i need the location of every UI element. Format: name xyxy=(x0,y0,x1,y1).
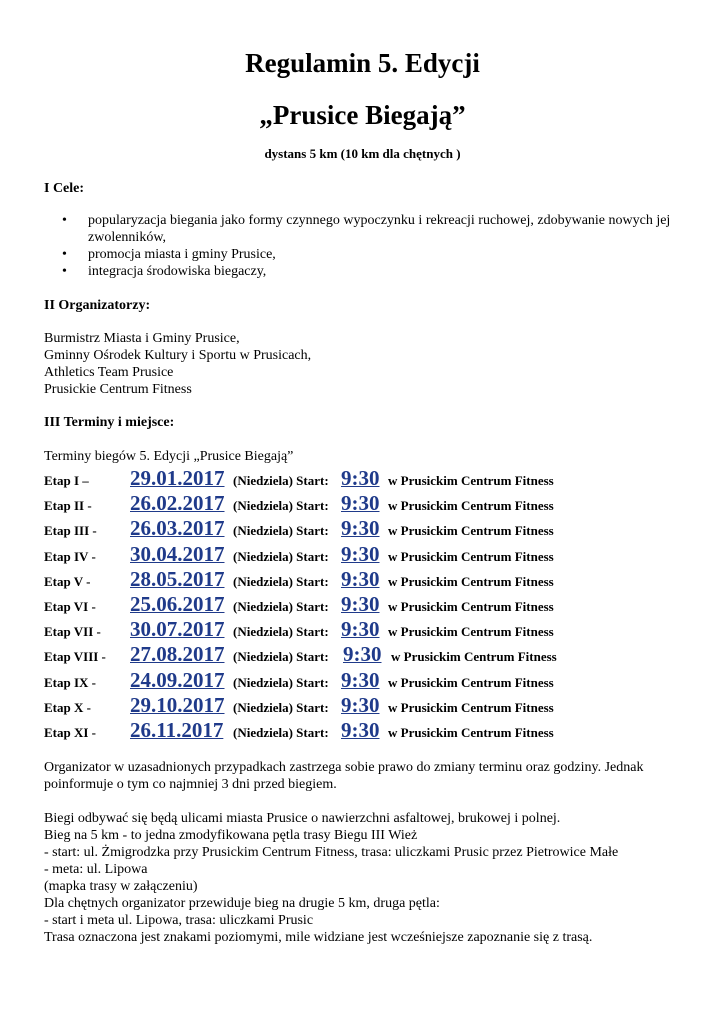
stage-place: w Prusickim Centrum Fitness xyxy=(388,674,554,690)
section-dates-heading: III Terminy i miejsce: xyxy=(44,415,175,430)
organizer-line: Athletics Team Prusice xyxy=(44,365,174,380)
stage-place: w Prusickim Centrum Fitness xyxy=(388,498,554,514)
stage-row xyxy=(44,542,704,567)
stage-day: (Niedziela) Start: xyxy=(233,523,329,539)
stage-label: Etap III - xyxy=(44,523,97,539)
stage-place: w Prusickim Centrum Fitness xyxy=(388,573,554,589)
stage-label: Etap IV - xyxy=(44,548,96,564)
stage-row xyxy=(44,466,704,491)
stage-label: Etap VIII - xyxy=(44,649,106,665)
stage-label: Etap IX - xyxy=(44,674,97,690)
stage-date: 25.06.2017 xyxy=(130,591,225,616)
stage-row xyxy=(44,693,704,718)
stage-row xyxy=(44,516,704,541)
stage-day: (Niedziela) Start: xyxy=(233,699,329,715)
stage-label: Etap VII - xyxy=(44,624,101,640)
list-item: • promocja miasta i gminy Prusice, xyxy=(44,246,684,263)
stage-place: w Prusickim Centrum Fitness xyxy=(388,624,554,640)
stage-time: 9:30 xyxy=(341,591,380,616)
stage-day: (Niedziela) Start: xyxy=(233,573,329,589)
stage-row xyxy=(44,491,704,516)
stage-time: 9:30 xyxy=(341,541,380,566)
stage-day: (Niedziela) Start: xyxy=(233,674,329,690)
stage-row xyxy=(44,592,704,617)
stage-label: Etap XI - xyxy=(44,724,97,740)
route-line: - meta: ul. Lipowa xyxy=(44,862,148,877)
stage-time: 9:30 xyxy=(341,466,380,490)
route-line: (mapka trasy w załączeniu) xyxy=(44,879,198,894)
stage-place: w Prusickim Centrum Fitness xyxy=(388,598,554,614)
stage-date: 28.05.2017 xyxy=(130,566,225,591)
stage-place: w Prusickim Centrum Fitness xyxy=(388,548,554,564)
stage-date: 29.01.2017 xyxy=(130,466,225,490)
section-goals-heading: I Cele: xyxy=(44,181,85,196)
list-item: • popularyzacja biegania jako formy czynnego wypoczynku i rekreacji ruchowej, zdobywanie nowych jej zwolenników, xyxy=(44,212,684,246)
document-title: Regulamin 5. Edycji xyxy=(245,48,480,78)
stage-place: w Prusickim Centrum Fitness xyxy=(391,649,557,665)
note-line: Organizator w uzasadnionych przypadkach zastrzega sobie prawo do zmiany terminu oraz godziny. Jednak xyxy=(44,760,644,775)
stage-time: 9:30 xyxy=(341,717,380,742)
list-item: • integracja środowiska biegaczy, xyxy=(44,263,684,280)
route-line: Bieg na 5 km - to jedna zmodyfikowana pętla trasy Biegu III Wież xyxy=(44,828,418,843)
section-organizers-heading: II Organizatorzy: xyxy=(44,298,151,313)
organizer-line: Prusickie Centrum Fitness xyxy=(44,382,192,397)
stage-date: 29.10.2017 xyxy=(130,692,225,717)
route-line: Trasa oznaczona jest znakami poziomymi, mile widziane jest wcześniejsze zapoznanie się z trasą. xyxy=(44,930,593,945)
stage-date: 27.08.2017 xyxy=(130,642,225,667)
stage-date: 26.03.2017 xyxy=(130,516,225,541)
route-line: Dla chętnych organizator przewiduje bieg na drugie 5 km, druga pętla: xyxy=(44,896,440,911)
stage-label: Etap VI - xyxy=(44,598,96,614)
stage-label: Etap II - xyxy=(44,498,92,514)
stage-label: Etap I – xyxy=(44,473,89,488)
stage-place: w Prusickim Centrum Fitness xyxy=(388,473,554,488)
stages-table xyxy=(44,466,704,743)
stage-label: Etap V - xyxy=(44,573,91,589)
stage-time: 9:30 xyxy=(341,566,380,591)
stage-time: 9:30 xyxy=(341,667,380,692)
distance-subtitle: dystans 5 km (10 km dla chętnych ) xyxy=(264,146,461,161)
stage-time: 9:30 xyxy=(341,491,380,516)
organizers-list xyxy=(44,330,311,398)
stage-time: 9:30 xyxy=(343,642,382,667)
stage-row xyxy=(44,718,704,743)
stage-place: w Prusickim Centrum Fitness xyxy=(388,523,554,539)
stage-day: (Niedziela) Start: xyxy=(233,624,329,640)
stage-day: (Niedziela) Start: xyxy=(233,724,329,740)
stage-date: 30.07.2017 xyxy=(130,617,225,642)
event-name: „Prusice Biegają” xyxy=(259,100,466,130)
stage-day: (Niedziela) Start: xyxy=(233,649,329,665)
route-description xyxy=(44,810,684,946)
note-line: poinformuje o tym co najmniej 3 dni przed biegiem. xyxy=(44,777,337,792)
route-line: - start: ul. Żmigrodzka przy Prusickim Centrum Fitness, trasa: uliczkami Prusic przez Pietrowice Małe xyxy=(44,845,619,860)
stage-row xyxy=(44,567,704,592)
stage-place: w Prusickim Centrum Fitness xyxy=(388,724,554,740)
change-note xyxy=(44,759,684,793)
route-line: Biegi odbywać się będą ulicami miasta Prusice o nawierzchni asfaltowej, brukowej i polnej. xyxy=(44,811,561,826)
stage-date: 24.09.2017 xyxy=(130,667,225,692)
stage-time: 9:30 xyxy=(341,692,380,717)
organizer-line: Gminny Ośrodek Kultury i Sportu w Prusicach, xyxy=(44,348,312,363)
stage-day: (Niedziela) Start: xyxy=(233,473,329,488)
dates-intro: Terminy biegów 5. Edycji „Prusice Biegają” xyxy=(44,449,294,464)
route-line: - start i meta ul. Lipowa, trasa: uliczkami Prusic xyxy=(44,913,314,928)
stage-label: Etap X - xyxy=(44,699,91,715)
stage-date: 26.11.2017 xyxy=(130,717,224,742)
stage-time: 9:30 xyxy=(341,617,380,642)
goals-list xyxy=(44,212,684,280)
stage-date: 26.02.2017 xyxy=(130,491,225,516)
stage-date: 30.04.2017 xyxy=(130,541,225,566)
stage-time: 9:30 xyxy=(341,516,380,541)
stage-row xyxy=(44,617,704,642)
stage-day: (Niedziela) Start: xyxy=(233,598,329,614)
stage-day: (Niedziela) Start: xyxy=(233,498,329,514)
stage-day: (Niedziela) Start: xyxy=(233,548,329,564)
organizer-line: Burmistrz Miasta i Gminy Prusice, xyxy=(44,331,240,346)
stage-row xyxy=(44,642,704,667)
stage-row xyxy=(44,668,704,693)
stage-place: w Prusickim Centrum Fitness xyxy=(388,699,554,715)
